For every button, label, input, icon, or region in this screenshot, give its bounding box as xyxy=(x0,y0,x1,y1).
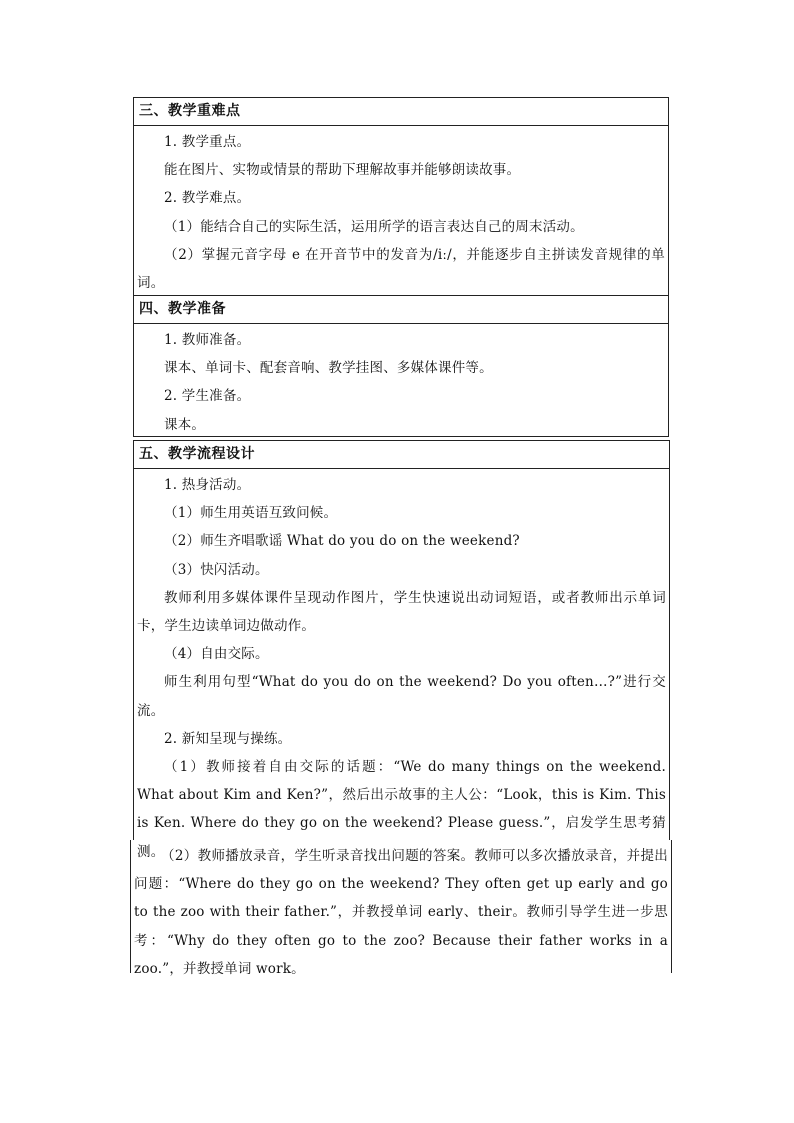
section-body xyxy=(134,469,669,866)
section-title: 四、教学准备 xyxy=(134,296,668,324)
paragraph: 教师利用多媒体课件呈现动作图片，学生快速说出动词短语，或者教师出示单词卡，学生边读单词边做动作。 xyxy=(137,589,666,635)
paragraph: 2. 教学难点。 xyxy=(164,190,251,207)
section-teaching-preparation xyxy=(133,295,669,437)
section-title: 五、教学流程设计 xyxy=(134,441,669,469)
paragraph: （1）教师接着自由交际的话题：“We do many things on the weekend. What about Kim and Ken?”，然后出示故事的主人公：“Look，this is Kim. This is Ken. Where do they go on the weekend? Please guess.”，启发学生思考猜测。 xyxy=(137,759,666,860)
paragraph: 2. 新知呈现与操练。 xyxy=(164,730,292,747)
paragraph: （2）师生齐唱歌谣 What do you do on the weekend? xyxy=(164,533,520,550)
paragraph: （1）师生用英语互致问候。 xyxy=(164,505,338,522)
paragraph: （1）能结合自己的实际生活，运用所学的语言表达自己的周末活动。 xyxy=(164,218,584,235)
paragraph: （2）掌握元音字母 e 在开音节中的发音为/iː/，并能逐步自主拼读发音规律的单词。 xyxy=(137,246,665,292)
section-body xyxy=(131,840,671,983)
paragraph: 师生利用句型“What do you do on the weekend? Do you often…?”进行交流。 xyxy=(137,674,666,719)
paragraph: 1. 教学重点。 xyxy=(164,134,251,150)
section-continuation xyxy=(130,840,672,977)
section-title: 三、教学重难点 xyxy=(134,98,668,126)
paragraph: 2. 学生准备。 xyxy=(164,388,251,405)
section-body xyxy=(134,126,668,297)
section-teaching-process xyxy=(133,440,670,860)
paragraph: 课本、单词卡、配套音响、教学挂图、多媒体课件等。 xyxy=(164,360,493,377)
paragraph: 能在图片、实物或情景的帮助下理解故事并能够朗读故事。 xyxy=(164,162,521,179)
paragraph: 1. 教师准备。 xyxy=(164,332,251,348)
section-body xyxy=(134,324,668,439)
section-key-difficult-points xyxy=(133,97,669,295)
paragraph: （4）自由交际。 xyxy=(164,646,269,663)
paragraph: （3）快闪活动。 xyxy=(164,561,269,578)
paragraph: 课本。 xyxy=(164,416,206,433)
paragraph: 1. 热身活动。 xyxy=(164,477,251,493)
paragraph: （2）教师播放录音，学生听录音找出问题的答案。教师可以多次播放录音，并提出问题：“Where do they go on the weekend? They often get up early and go to the zoo with their father.”，并教授单词 early、their。教师引导学生进一步思考：“Why do they often go to the zoo? Because their father works in a zoo.”，并教授单词 work。 xyxy=(134,848,668,977)
